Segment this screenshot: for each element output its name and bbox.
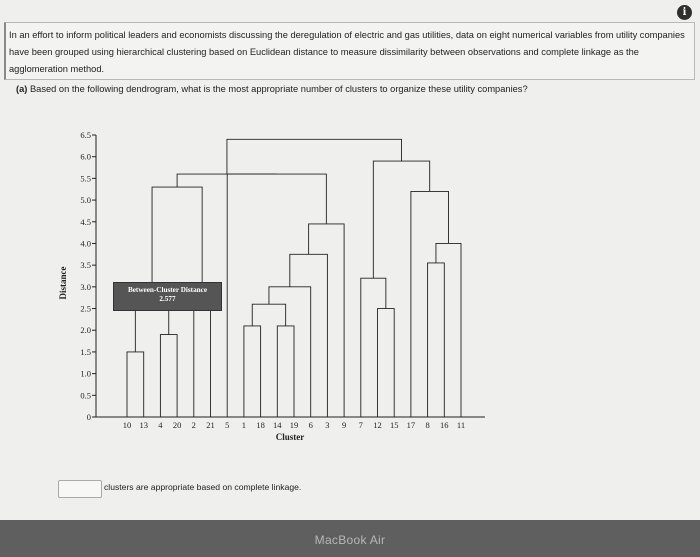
part-a-label: (a) <box>16 84 28 94</box>
dendrogram-link <box>428 263 445 417</box>
leaf-label: 21 <box>206 420 215 430</box>
y-tick-label: 5.5 <box>80 173 91 184</box>
leaf-label: 10 <box>122 420 132 430</box>
leaf-label: 5 <box>225 420 230 430</box>
leaf-label: 13 <box>139 420 148 430</box>
leaf-label: 16 <box>440 420 449 430</box>
y-tick-label: 0 <box>86 412 91 422</box>
leaf-label: 7 <box>358 420 363 430</box>
dendrogram-link <box>373 161 429 278</box>
dendrogram-link <box>378 309 395 417</box>
y-tick-label: 5.0 <box>80 195 91 206</box>
y-tick-label: 4.0 <box>80 238 91 249</box>
leaf-label: 9 <box>341 420 347 430</box>
y-tick-label: 2.5 <box>80 303 91 314</box>
leaf-label: 4 <box>158 420 163 430</box>
dendrogram-link <box>194 304 211 417</box>
y-tick-label: 3.0 <box>80 281 91 292</box>
y-tick-label: 2.0 <box>80 325 91 336</box>
dendrogram-link <box>269 287 311 417</box>
leaf-label: 19 <box>289 420 299 430</box>
leaf-label: 20 <box>172 420 182 430</box>
leaf-label: 3 <box>325 420 330 430</box>
y-tick-label: 4.5 <box>80 216 91 227</box>
dendrogram-link <box>160 335 177 417</box>
callout-title: Between-Cluster Distance <box>127 286 208 294</box>
y-tick-label: 1.5 <box>80 346 91 357</box>
dendrogram-link <box>244 326 261 417</box>
leaf-label: 14 <box>273 420 282 430</box>
leaf-label: 6 <box>308 420 313 430</box>
bezel-label: MacBook Air <box>314 533 386 547</box>
dendrogram-link <box>227 174 326 417</box>
dendrogram-link <box>227 139 402 174</box>
leaf-label: 1 <box>241 420 247 430</box>
leaf-label: 8 <box>425 420 430 430</box>
question-text: In an effort to inform political leaders and economists discussing the deregulation of electric and gas utilities, data on eight numerical variables from utility companies have been grouped using hierarchical clustering based on Euclidean distance to measure dissimilarity between observations and complete linkage as the agglomeration method. <box>9 30 685 74</box>
answer-suffix-text: clusters are appropriate based on complete linkage. <box>104 482 302 492</box>
dendrogram-link <box>436 243 461 417</box>
callout-value: 2.577 <box>159 295 176 303</box>
leaf-label: 2 <box>191 420 196 430</box>
y-tick-label: 6.5 <box>80 130 91 140</box>
y-tick-label: 0.5 <box>80 390 91 401</box>
leaf-label: 12 <box>373 420 382 430</box>
leaf-label: 11 <box>456 420 466 430</box>
y-tick-label: 6.0 <box>80 151 91 162</box>
y-axis-title: Distance <box>58 266 68 300</box>
dendrogram-link <box>309 224 344 417</box>
part-a-text: Based on the following dendrogram, what is the most appropriate number of clusters to organize these utility companies? <box>29 84 528 94</box>
x-axis-title: Cluster <box>275 432 305 442</box>
y-tick-label: 1.0 <box>80 368 91 379</box>
dendrogram-link <box>252 304 285 326</box>
dendrogram-link <box>127 352 144 417</box>
dendrogram-link <box>411 191 449 417</box>
y-tick-label: 3.5 <box>80 260 91 271</box>
leaf-label: 18 <box>256 420 265 430</box>
between-cluster-distance-callout <box>113 282 222 311</box>
cluster-count-input[interactable] <box>58 480 102 498</box>
dendrogram-link <box>361 278 386 417</box>
dendrogram-link <box>277 326 294 417</box>
leaf-label: 17 <box>406 420 416 430</box>
info-icon[interactable]: i <box>677 5 692 20</box>
dendrogram-link <box>290 254 328 417</box>
leaf-label: 15 <box>389 420 399 430</box>
